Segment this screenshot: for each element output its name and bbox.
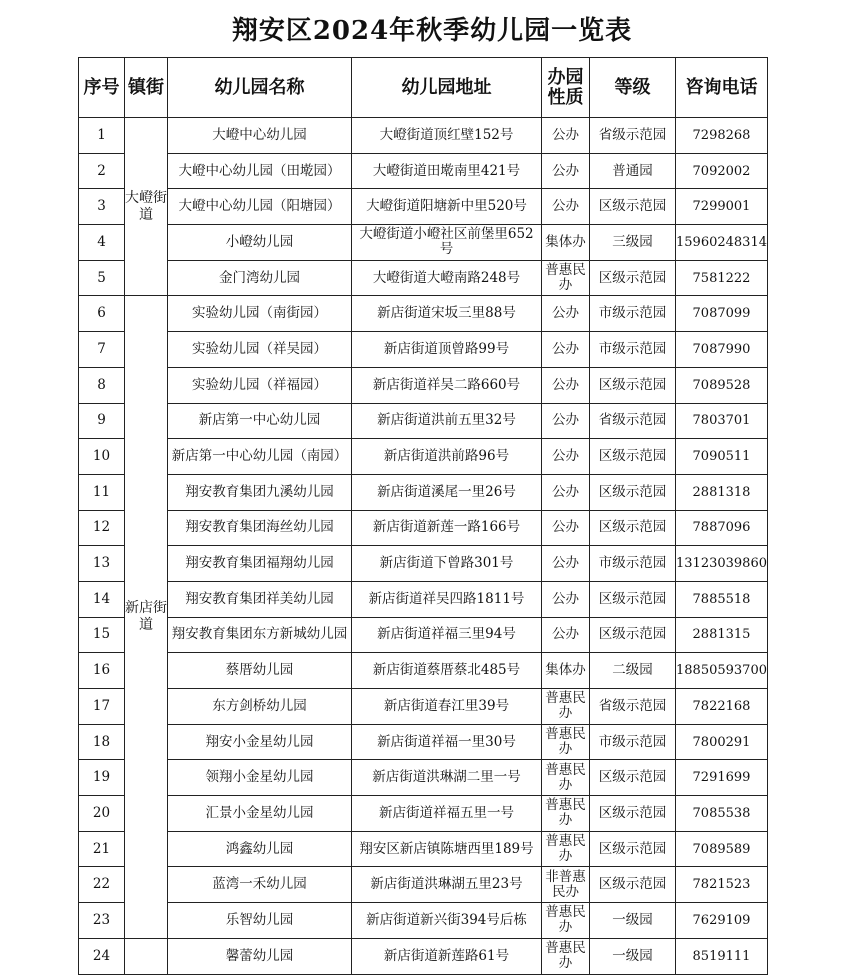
cell-level: 区级示范园 [590,581,676,617]
cell-nature: 普惠民办 [542,903,590,939]
cell-name: 领翔小金星幼儿园 [168,760,352,796]
cell-address: 新店街道洪琳湖二里一号 [352,760,542,796]
cell-nature: 公办 [542,474,590,510]
cell-phone: 8519111 [676,938,768,974]
cell-level: 三级园 [590,225,676,261]
cell-address: 大嶝街道顶红壁152号 [352,118,542,154]
cell-name: 金门湾幼儿园 [168,260,352,296]
cell-nature: 普惠民办 [542,724,590,760]
cell-phone: 7087099 [676,296,768,332]
table-row [79,153,768,189]
cell-level: 省级示范园 [590,689,676,725]
cell-nature: 公办 [542,581,590,617]
cell-address: 新店街道蔡厝蔡北485号 [352,653,542,689]
cell-no: 18 [79,724,125,760]
cell-level: 区级示范园 [590,760,676,796]
cell-address: 新店街道洪前路96号 [352,439,542,475]
cell-address: 大嶝街道田墘南里421号 [352,153,542,189]
cell-name: 蔡厝幼儿园 [168,653,352,689]
cell-nature: 公办 [542,367,590,403]
cell-no: 10 [79,439,125,475]
cell-phone: 18850593700 [676,653,768,689]
table-row [79,831,768,867]
cell-name: 翔安教育集团祥美幼儿园 [168,581,352,617]
cell-no: 3 [79,189,125,225]
table-row [79,474,768,510]
cell-nature: 普惠民办 [542,831,590,867]
table-row [79,903,768,939]
cell-address: 新店街道祥吴二路660号 [352,367,542,403]
cell-phone: 7822168 [676,689,768,725]
cell-nature: 公办 [542,439,590,475]
cell-no: 8 [79,367,125,403]
cell-level: 一级园 [590,903,676,939]
cell-no: 23 [79,903,125,939]
cell-level: 省级示范园 [590,118,676,154]
cell-address: 新店街道祥吴四路1811号 [352,581,542,617]
cell-name: 大嶝中心幼儿园（阳塘园） [168,189,352,225]
cell-name: 翔安教育集团九溪幼儿园 [168,474,352,510]
cell-level: 区级示范园 [590,831,676,867]
header-row [79,58,768,118]
cell-level: 区级示范园 [590,367,676,403]
cell-phone: 7803701 [676,403,768,439]
cell-phone: 7629109 [676,903,768,939]
table-row [79,225,768,261]
cell-phone: 7089528 [676,367,768,403]
cell-name: 鸿鑫幼儿园 [168,831,352,867]
cell-level: 区级示范园 [590,510,676,546]
cell-phone: 15960248314 [676,225,768,261]
table-row [79,118,768,154]
cell-level: 市级示范园 [590,296,676,332]
cell-address: 新店街道新莲路61号 [352,938,542,974]
cell-nature: 公办 [542,546,590,582]
cell-nature: 普惠民办 [542,689,590,725]
cell-name: 翔安小金星幼儿园 [168,724,352,760]
table-row [79,867,768,903]
cell-no: 11 [79,474,125,510]
cell-nature: 普惠民办 [542,796,590,832]
header-town: 镇街 [125,58,168,118]
cell-phone: 7887096 [676,510,768,546]
cell-phone: 2881318 [676,474,768,510]
cell-address: 新店街道洪前五里32号 [352,403,542,439]
table-row [79,439,768,475]
header-no: 序号 [79,58,125,118]
cell-name: 汇景小金星幼儿园 [168,796,352,832]
cell-no: 6 [79,296,125,332]
table-row [79,510,768,546]
cell-no: 13 [79,546,125,582]
kindergarten-table [78,57,768,975]
cell-address: 新店街道祥福五里一号 [352,796,542,832]
cell-no: 7 [79,332,125,368]
cell-nature: 普惠民办 [542,260,590,296]
cell-level: 市级示范园 [590,546,676,582]
cell-phone: 7581222 [676,260,768,296]
cell-name: 新店第一中心幼儿园（南园） [168,439,352,475]
header-nature: 办园性质 [542,58,590,118]
cell-nature: 公办 [542,153,590,189]
cell-phone: 13123039860 [676,546,768,582]
cell-nature: 公办 [542,617,590,653]
header-level: 等级 [590,58,676,118]
cell-nature: 普惠民办 [542,760,590,796]
cell-nature: 集体办 [542,653,590,689]
cell-address: 新店街道祥福一里30号 [352,724,542,760]
header-address: 幼儿园地址 [352,58,542,118]
cell-level: 区级示范园 [590,796,676,832]
table-row [79,581,768,617]
cell-name: 大嶝中心幼儿园（田墘园） [168,153,352,189]
cell-name: 新店第一中心幼儿园 [168,403,352,439]
cell-address: 新店街道祥福三里94号 [352,617,542,653]
cell-name: 小嶝幼儿园 [168,225,352,261]
cell-address: 大嶝街道阳塘新中里520号 [352,189,542,225]
cell-nature: 公办 [542,189,590,225]
cell-town-xindian: 新店街道 [125,296,168,938]
cell-nature: 公办 [542,510,590,546]
cell-address: 新店街道溪尾一里26号 [352,474,542,510]
cell-no: 4 [79,225,125,261]
cell-level: 市级示范园 [590,724,676,760]
cell-address: 新店街道新莲一路166号 [352,510,542,546]
header-phone: 咨询电话 [676,58,768,118]
cell-name: 蓝湾一禾幼儿园 [168,867,352,903]
cell-level: 区级示范园 [590,474,676,510]
cell-phone: 7885518 [676,581,768,617]
cell-address: 大嶝街道小嶝社区前堡里652号 [352,225,542,261]
cell-phone: 7800291 [676,724,768,760]
table-row [79,689,768,725]
cell-no: 19 [79,760,125,796]
table-row [79,403,768,439]
cell-phone: 7090511 [676,439,768,475]
cell-no: 2 [79,153,125,189]
cell-level: 区级示范园 [590,439,676,475]
cell-town-daling: 大嶝街道 [125,118,168,296]
cell-nature: 集体办 [542,225,590,261]
cell-level: 区级示范园 [590,189,676,225]
cell-no: 22 [79,867,125,903]
table-row [79,796,768,832]
cell-phone: 7092002 [676,153,768,189]
table-row [79,189,768,225]
table-row [79,724,768,760]
cell-no: 17 [79,689,125,725]
header-name: 幼儿园名称 [168,58,352,118]
cell-phone: 2881315 [676,617,768,653]
cell-name: 实验幼儿园（祥吴园） [168,332,352,368]
cell-name: 东方剑桥幼儿园 [168,689,352,725]
cell-no: 24 [79,938,125,974]
cell-nature: 公办 [542,332,590,368]
cell-name: 翔安教育集团东方新城幼儿园 [168,617,352,653]
table-row [79,260,768,296]
cell-nature: 公办 [542,296,590,332]
cell-name: 翔安教育集团福翔幼儿园 [168,546,352,582]
cell-address: 新店街道宋坂三里88号 [352,296,542,332]
cell-no: 20 [79,796,125,832]
cell-no: 21 [79,831,125,867]
cell-name: 馨蕾幼儿园 [168,938,352,974]
cell-address: 新店街道春江里39号 [352,689,542,725]
cell-nature: 非普惠民办 [542,867,590,903]
cell-address: 大嶝街道大嶝南路248号 [352,260,542,296]
cell-no: 5 [79,260,125,296]
table-body [79,118,768,975]
page-title: 翔安区2024年秋季幼儿园一览表 [231,16,633,46]
cell-address: 翔安区新店镇陈塘西里189号 [352,831,542,867]
cell-name: 实验幼儿园（祥福园） [168,367,352,403]
table-row [79,367,768,403]
cell-no: 9 [79,403,125,439]
cell-nature: 公办 [542,118,590,154]
cell-phone: 7089589 [676,831,768,867]
cell-phone: 7085538 [676,796,768,832]
cell-name: 翔安教育集团海丝幼儿园 [168,510,352,546]
table-row [79,760,768,796]
cell-no: 1 [79,118,125,154]
cell-name: 乐智幼儿园 [168,903,352,939]
cell-phone: 7821523 [676,867,768,903]
cell-address: 新店街道洪琳湖五里23号 [352,867,542,903]
cell-address: 新店街道下曾路301号 [352,546,542,582]
cell-no: 15 [79,617,125,653]
cell-phone: 7298268 [676,118,768,154]
cell-no: 14 [79,581,125,617]
cell-name: 实验幼儿园（南街园） [168,296,352,332]
cell-level: 区级示范园 [590,867,676,903]
cell-level: 市级示范园 [590,332,676,368]
cell-address: 新店街道顶曾路99号 [352,332,542,368]
cell-phone: 7299001 [676,189,768,225]
table-row [79,332,768,368]
cell-address: 新店街道新兴街394号后栋 [352,903,542,939]
cell-level: 一级园 [590,938,676,974]
cell-nature: 公办 [542,403,590,439]
table-row [79,546,768,582]
cell-level: 区级示范园 [590,617,676,653]
cell-name: 大嶝中心幼儿园 [168,118,352,154]
cell-level: 区级示范园 [590,260,676,296]
cell-level: 省级示范园 [590,403,676,439]
table-row [79,617,768,653]
table-row [79,653,768,689]
cell-nature: 普惠民办 [542,938,590,974]
cell-level: 普通园 [590,153,676,189]
cell-phone: 7291699 [676,760,768,796]
cell-phone: 7087990 [676,332,768,368]
cell-level: 二级园 [590,653,676,689]
cell-no: 16 [79,653,125,689]
table-row [79,296,768,332]
cell-no: 12 [79,510,125,546]
